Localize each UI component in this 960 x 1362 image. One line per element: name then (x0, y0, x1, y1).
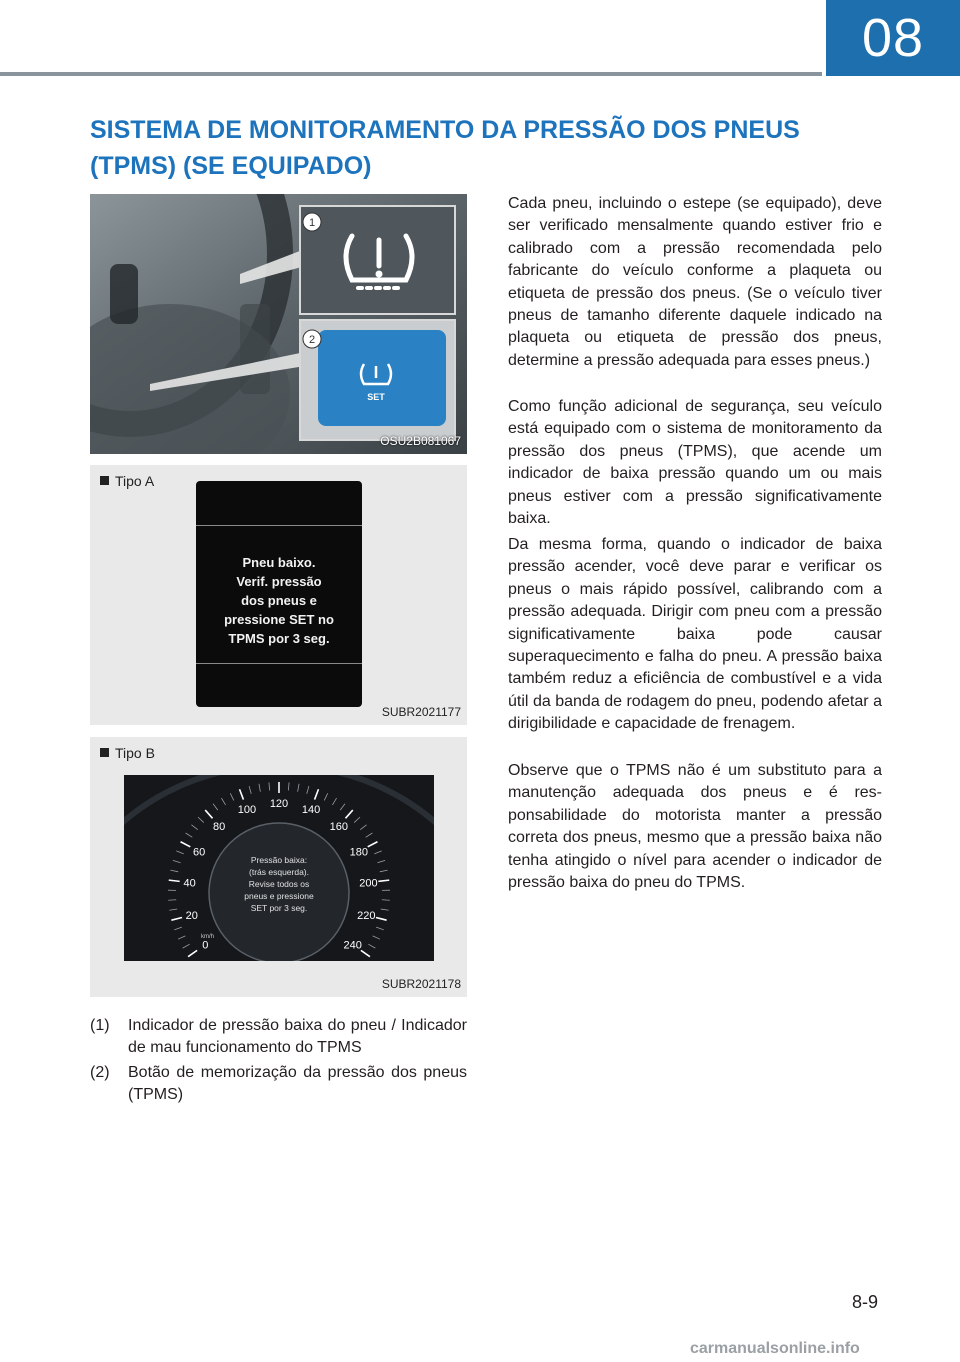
message-line: SET por 3 seg. (250, 903, 308, 913)
message-line: (trás esquerda). (249, 867, 309, 877)
section-title (90, 112, 870, 184)
message-line: pressione SET no (224, 612, 334, 627)
header-rule (0, 72, 822, 76)
section-title-line-2: (TPMS) (SE EQUIPADO) (90, 152, 372, 180)
body-paragraph-1: Cada pneu, incluindo o estepe (se equipado), deve ser verificado mensalmente quando estiver frio e calibrado com a pressão recomendada pelo fabricante do veículo conforme a plaqueta ou etiqueta de pressão dos pneus. (Se o veículo tiver pneus de tamanho diferente daquele indicado na plaqueta ou etiqueta de pressão dos pneus, determine a pressão adequada para esses pneus.) (508, 195, 882, 369)
speed-tick-label: 20 (185, 910, 198, 923)
speed-tick-label: 100 (237, 803, 257, 816)
type-a-text: Tipo A (115, 473, 155, 489)
body-paragraph-4: Observe que o TPMS não é um substituto para a manutenção adequada dos pneus e é responsabilidade do motorista manter a pressão correta dos pneus, mesmo que a pressão baixa não tenha atingido o nível para acender o indicador de pressão baixa do pneu do TPMS. (508, 762, 882, 892)
type-b-label (100, 745, 155, 761)
message-line: pneus e pressione (244, 891, 314, 901)
type-b-text: Tipo B (115, 745, 155, 761)
message-line: dos pneus e (241, 593, 317, 608)
page-number: 8-9 (852, 1292, 879, 1312)
callout-2: 2 (308, 334, 316, 346)
figure-type-a (90, 465, 467, 725)
figure-code: SUBR2021177 (381, 705, 461, 719)
speed-tick-label: 240 (343, 939, 362, 952)
screen-divider (196, 663, 362, 664)
speed-tick-label: 180 (349, 846, 369, 859)
speed-tick-label: 220 (357, 910, 376, 923)
speed-tick-label: 60 (193, 846, 206, 859)
speed-tick-label: 80 (213, 820, 226, 833)
speed-tick-label: 140 (301, 803, 321, 816)
set-button-label: SET (367, 392, 385, 402)
caption-number: (2) (90, 1064, 110, 1081)
cluster-lcd-screen (196, 481, 362, 707)
screen-divider (196, 525, 362, 526)
figure-dashboard-photo (90, 194, 467, 454)
bullet-square-icon (100, 748, 109, 757)
speed-unit: km/h (201, 934, 215, 940)
figure-code: OSU2B081067 (380, 434, 461, 448)
caption-text: Botão de memorização da pressão dos pneus (TPMS) (128, 1064, 467, 1104)
message-line: Revise todos os (248, 879, 310, 889)
speed-tick-label: 40 (183, 877, 196, 890)
speed-tick (382, 900, 390, 901)
dashboard-illustration (90, 194, 467, 454)
type-a-label (100, 473, 154, 489)
message-line: TPMS por 3 seg. (228, 631, 330, 646)
speed-tick-label: 160 (329, 820, 349, 833)
message-line: Verif. pressão (236, 574, 322, 589)
body-paragraph-3: Da mesma forma, quando o indicador de baixa pressão acender, você deve parar e verificar os pneus o mais rápido possível, calibrando com a pressão adequada. Dirigir com pneu com a pressão significativamente baixa pode causar superaquecimento e falha do pneu. A pressão baixa também reduz a eficiência de combustível e a vida útil da banda de rodagem do pneu, podendo afetar a dirigibilidade e capacidade de frenagem. (508, 536, 882, 733)
speed-tick-label: 0 (202, 939, 209, 952)
caption-text: Indicador de pressão baixa do pneu / Indicador de mau funcionamento do TPMS (128, 1017, 467, 1057)
chapter-tab (826, 0, 960, 76)
chapter-number: 08 (861, 8, 925, 68)
low-pressure-message (196, 553, 362, 648)
speedometer-cluster (124, 775, 434, 961)
message-line: Pressão baixa: (250, 855, 308, 865)
section-title-line-1: SISTEMA DE MONITORAMENTO DA PRESSÃO DOS PNEUS (90, 116, 800, 144)
watermark: carmanualsonline.info (690, 1340, 860, 1357)
speed-tick-label: 120 (269, 798, 289, 810)
bullet-square-icon (100, 476, 109, 485)
callout-1: 1 (308, 217, 316, 229)
speed-tick (168, 900, 176, 901)
body-paragraph-2: Como função adicional de segurança, seu veículo está equipado com o sistema de monitoramento da pressão dos pneus (TPMS), que acende um indicador de baixa pressão quando um ou mais pneus estiver com a pressão significativamente baixa. (508, 398, 882, 528)
figure-code: SUBR2021178 (381, 977, 461, 991)
speed-tick-label: 200 (359, 877, 378, 890)
caption-number: (1) (90, 1017, 110, 1034)
speedometer-gauge (124, 775, 434, 961)
figure-type-b (90, 737, 467, 997)
low-pressure-message-b (244, 855, 314, 913)
message-line: Pneu baixo. (242, 555, 316, 570)
